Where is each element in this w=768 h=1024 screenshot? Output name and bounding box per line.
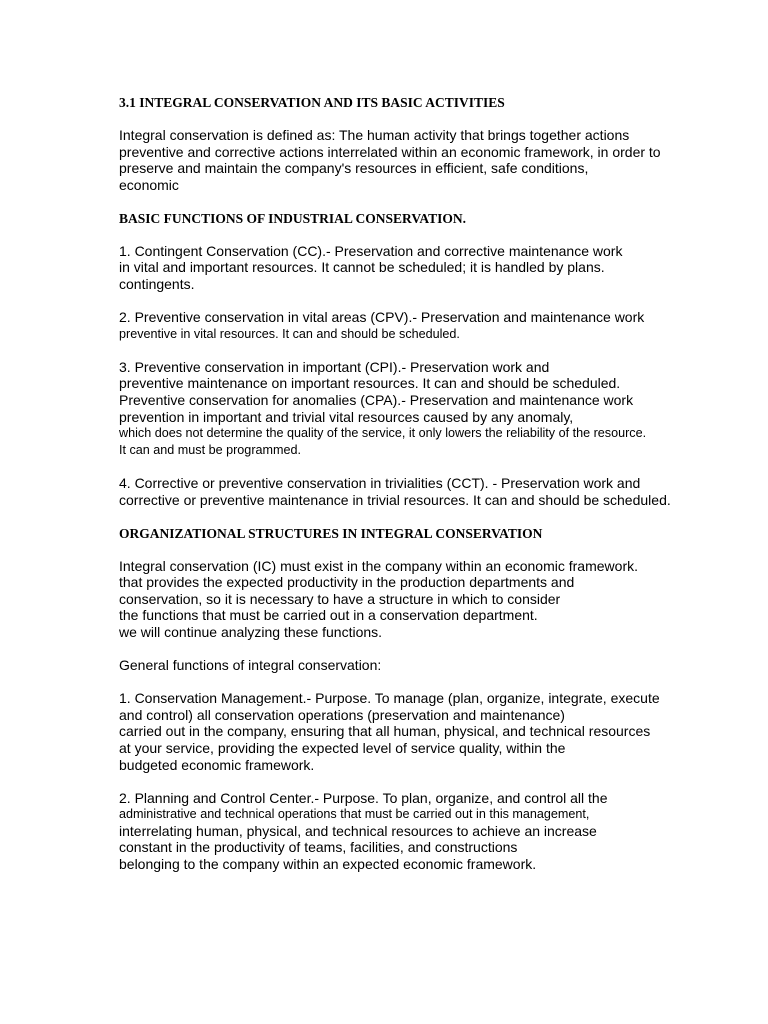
structures-paragraph [119,558,739,641]
text-line: 1. Conservation Management.- Purpose. To manage (plan, organize, integrate, execute [119,690,660,707]
text-line: and control) all conservation operations (preservation and maintenance) [119,706,565,723]
intro-paragraph [119,127,739,193]
text-line: 3. Preventive conservation in important (CPI).- Preservation work and [119,358,550,375]
text-line: preventive and corrective actions interrelated within an economic framework, in order to [119,143,661,160]
text-line: preventive in vital resources. It can and should be scheduled. [119,326,460,341]
text-line: preventive maintenance on important resources. It can and should be scheduled. [119,375,621,392]
text-line: General functions of integral conservation: [119,657,382,674]
text-line: administrative and technical operations that must be carried out in this management, [119,807,590,822]
document-page [119,94,739,873]
text-line: prevention in important and trivial vital resources caused by any anomaly, [119,408,574,425]
text-line: Integral conservation (IC) must exist in the company within an economic framework. [119,557,638,574]
text-line: budgeted economic framework. [119,756,315,773]
text-line: at your service, providing the expected level of service quality, within the [119,739,566,756]
general-functions-label [119,657,739,674]
text-line: that provides the expected productivity in the production departments and [119,574,575,591]
function-3-paragraph [119,359,739,459]
general-function-1-paragraph [119,690,739,773]
text-line: corrective or preventive maintenance in trivial resources. It can and should be scheduled. [119,491,671,508]
text-line: 1. Contingent Conservation (CC).- Preservation and corrective maintenance work [119,242,623,259]
text-line: conservation, so it is necessary to have a structure in which to consider [119,590,561,607]
text-line: Integral conservation is defined as: The human activity that brings together actions [119,127,630,143]
text-line: contingents. [119,276,195,293]
text-line: the functions that must be carried out in a conservation department. [119,607,538,624]
function-1-paragraph [119,243,739,293]
general-function-2-paragraph [119,790,739,873]
text-line: 2. Planning and Control Center.- Purpose. To plan, organize, and control all the [119,789,608,806]
section-heading-integral-conservation: 3.1 INTEGRAL CONSERVATION AND ITS BASIC ACTIVITIES [119,95,505,110]
text-line: carried out in the company, ensuring that all human, physical, and technical resources [119,723,651,740]
function-4-paragraph [119,475,739,508]
function-2-paragraph [119,309,739,342]
text-line: It can and must be programmed. [119,442,302,457]
text-line: Preventive conservation for anomalies (CPA).- Preservation and maintenance work [119,392,634,409]
text-line: 4. Corrective or preventive conservation in trivialities (CCT). - Preservation work and [119,474,641,491]
text-line: economic [119,176,179,193]
text-line: 2. Preventive conservation in vital areas (CPV).- Preservation and maintenance work [119,309,645,326]
text-line: preserve and maintain the company's resources in efficient, safe conditions, [119,160,589,177]
section-heading-basic-functions: BASIC FUNCTIONS OF INDUSTRIAL CONSERVATION. [119,210,466,226]
text-line: interrelating human, physical, and technical resources to achieve an increase [119,822,597,839]
text-line: we will continue analyzing these functions. [119,623,383,640]
text-line: in vital and important resources. It cannot be scheduled; it is handled by plans. [119,259,605,276]
section-heading-organizational-structures: ORGANIZATIONAL STRUCTURES IN INTEGRAL CONSERVATION [119,525,543,541]
text-line: belonging to the company within an expected economic framework. [119,856,537,872]
text-line: constant in the productivity of teams, facilities, and constructions [119,839,518,856]
text-line: which does not determine the quality of the service, it only lowers the reliability of the resource. [119,426,647,441]
